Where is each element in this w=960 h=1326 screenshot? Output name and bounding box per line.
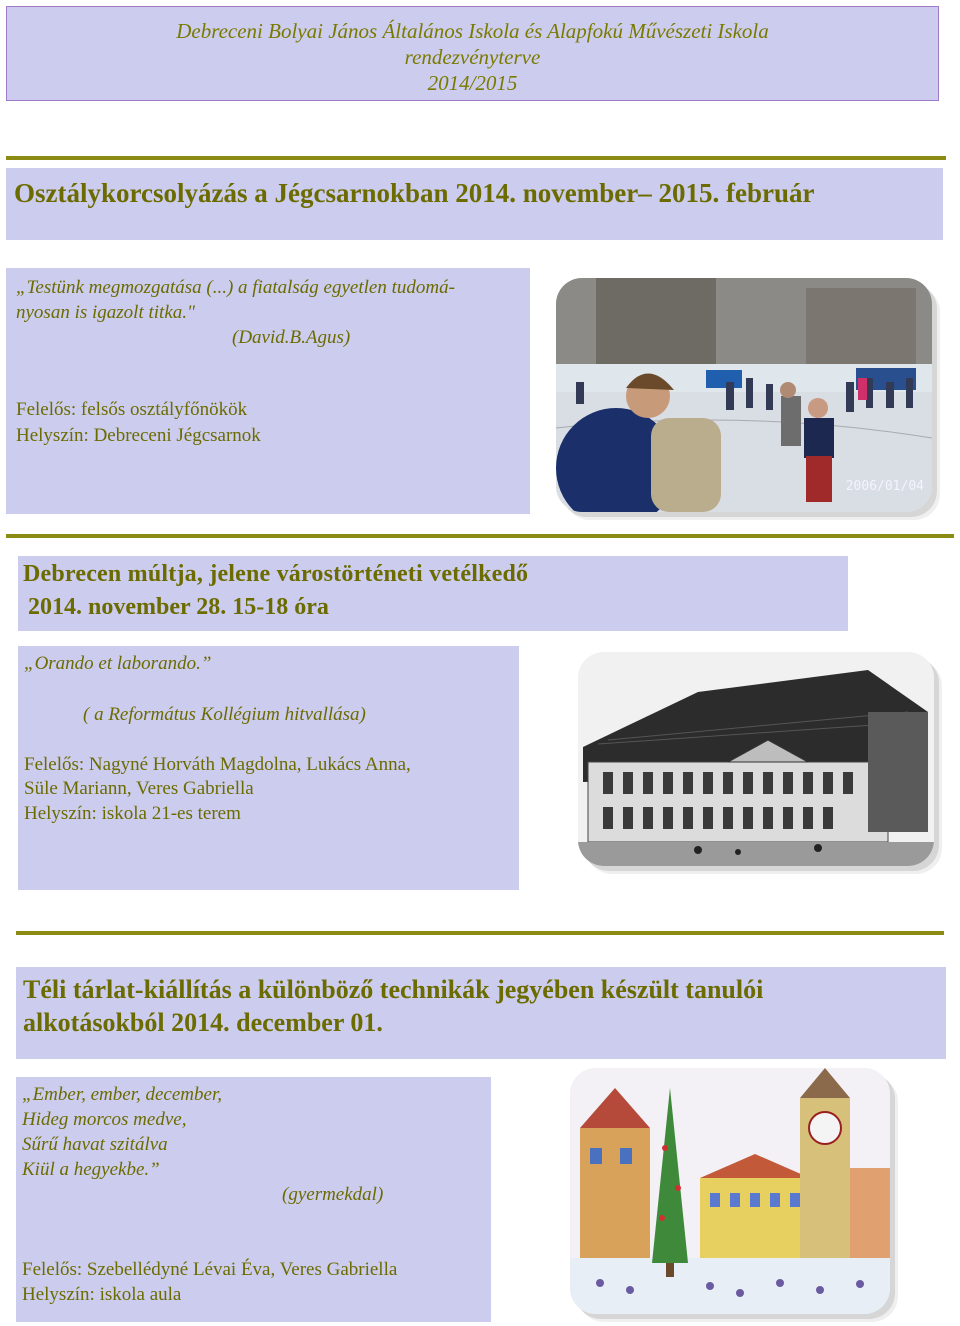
event-3-poem-source: (gyermekdal) [282, 1184, 384, 1205]
document-header [6, 6, 939, 101]
event-3-poem-line3: Sűrű havat szitálva [22, 1134, 168, 1155]
event-2-date: 2014. november 28. 15-18 óra [28, 594, 329, 620]
event-3-poem-line4: Kiül a hegyekbe.” [22, 1159, 160, 1180]
reformed-college-engraving [578, 652, 934, 866]
school-year: 2014/2015 [427, 71, 518, 95]
event-3-poem-line1: „Ember, ember, december, [22, 1084, 222, 1105]
event-3-details [16, 1077, 491, 1322]
event-3-location: Helyszín: iskola aula [22, 1284, 182, 1305]
photo-date-stamp: 2006/01/04 [845, 479, 924, 494]
event-3-poem-line2: Hideg morcos medve, [22, 1109, 187, 1130]
event-3-date: alkotásokból 2014. december 01. [23, 1008, 383, 1037]
event-2-quote: „Orando et laborando.” [24, 653, 212, 674]
event-2-location: Helyszín: iskola 21-es terem [24, 803, 241, 824]
event-3-responsible: Felelős: Szebellédyné Lévai Éva, Veres Gabriella [22, 1259, 398, 1280]
event-1-location: Helyszín: Debreceni Jégcsarnok [16, 425, 261, 446]
event-1-responsible: Felelős: felsős osztályfőnökök [16, 399, 248, 420]
event-1-details [6, 268, 530, 514]
event-1-title: Osztálykorcsolyázás a Jégcsarnokban 2014. november– 2015. február [14, 178, 815, 208]
event-1-quote-line2: nyosan is igazolt titka." [16, 302, 195, 323]
event-1-title-box [6, 168, 943, 240]
event-3-title-box [16, 967, 946, 1059]
event-1-quote-line1: „Testünk megmozgatása (...) a fiatalság egyetlen tudomá- [16, 277, 455, 298]
plan-title: rendezvényterve [404, 45, 541, 69]
event-2-responsible-line1: Felelős: Nagyné Horváth Magdolna, Lukács Anna, [24, 754, 411, 775]
event-3-title: Téli tárlat-kiállítás a különböző technikák jegyében készült tanulói [23, 975, 764, 1004]
section-divider [6, 534, 954, 538]
event-2-details [18, 646, 519, 890]
event-2-title: Debrecen múltja, jelene várostörténeti vetélkedő [23, 561, 529, 587]
children-winter-drawing [570, 1068, 890, 1314]
event-2-responsible-line2: Süle Mariann, Veres Gabriella [24, 778, 254, 799]
section-divider [6, 156, 946, 160]
event-1-quote-author: (David.B.Agus) [232, 327, 351, 348]
ice-skating-photo [556, 278, 932, 512]
event-2-quote-source: ( a Református Kollégium hitvallása) [83, 704, 366, 725]
event-2-title-box [18, 556, 848, 631]
school-name: Debreceni Bolyai János Általános Iskola és Alapfokú Művészeti Iskola [176, 19, 769, 43]
section-divider [16, 931, 944, 935]
